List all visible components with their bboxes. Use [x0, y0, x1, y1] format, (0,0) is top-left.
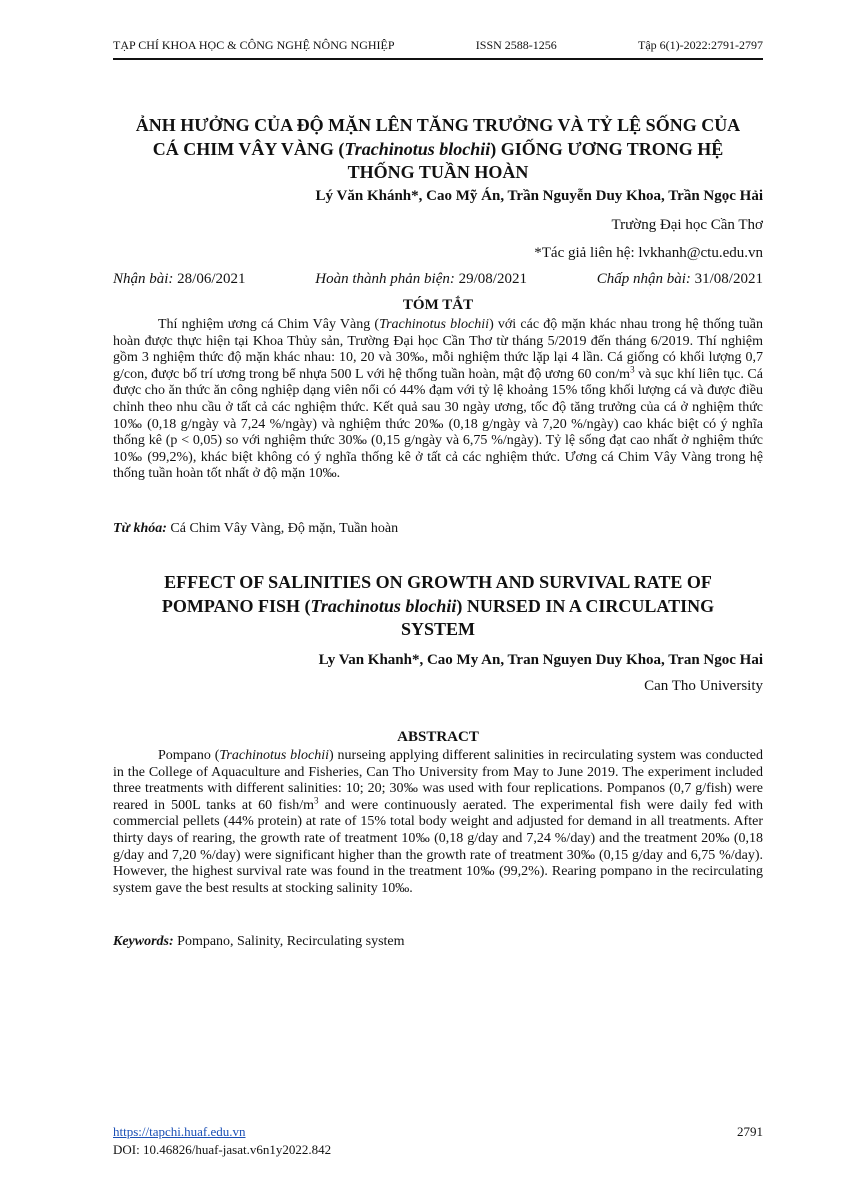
en-abstract-heading: ABSTRACT: [397, 729, 479, 745]
text: and were continuously aerated. The experimental fish were daily fed with commercial pellets (44% protein) at rate of 15% total body weight and adjusted for demand in all treatments. After thirty days of rearing, the growth rate of treatment 10‰ (0,18 g/day and 7,24 %/day) and the treatment 20‰ (0,18 g/day and 7,20 %/day) were significant higher than the growth rate of treatment 30‰ (0,15 g/day and 6,75 %/day). However, the highest survival rate was found in the treatment 10‰ (99,2%). Rearing pompano in the recirculating system gave the best results at stocking salinity 10‰.: [113, 797, 764, 896]
text: Thí nghiệm ương cá Chim Vây Vàng (: [158, 317, 380, 332]
value: 29/08/2021: [458, 271, 527, 287]
text: ) GIỐNG ƯƠNG TRONG HỆ: [490, 138, 724, 159]
running-header: [113, 38, 763, 58]
text: POMPANO FISH (: [161, 595, 311, 616]
species-name: Trachinotus blochii: [310, 595, 457, 616]
species-name: Trachinotus blochii: [344, 138, 491, 159]
en-title: [113, 571, 763, 642]
keywords-label: Từ khóa:: [113, 521, 167, 536]
vi-title-line: [113, 138, 763, 162]
keywords-value: Pompano, Salinity, Recirculating system: [173, 934, 405, 949]
vi-title: [113, 114, 763, 185]
vi-abstract-body: [113, 317, 763, 483]
text: CÁ CHIM VÂY VÀNG (: [152, 138, 345, 159]
vi-abstract-heading: TÓM TẮT: [402, 297, 474, 313]
received-date: [113, 271, 246, 288]
article-dates: [113, 271, 763, 288]
species-name: Trachinotus blochii: [379, 317, 490, 332]
text: ) với các độ mặn khác nhau trong hệ thống tuần hoàn được thực hiện tại Khoa Thủy sản, Trường Đại học Cần Thơ từ tháng 5/2019 đến tháng 6/2019. Thí nghiệm gồm 3 nghiệm thức độ mặn khác nhau: 10, 20 và 30‰, mỗi nghiệm thức lặp lại 4 lần. Cá giống có khối lượng 0,7 g/con, được bố trí ương trong bể nhựa 500 L với hệ thống tuần hoàn, mật độ ương 60 con/m: [113, 317, 764, 382]
en-title-line: SYSTEM: [400, 619, 476, 639]
vi-authors: Lý Văn Khánh*, Cao Mỹ Án, Trần Nguyễn Duy Khoa, Trần Ngọc Hải: [315, 188, 763, 204]
text: ) NURSED IN A CIRCULATING: [456, 595, 715, 616]
page-number: 2791: [737, 1124, 763, 1139]
text: ) nurseing applying different salinities in recirculating system was conducted in the College of Aquaculture and Fisheries, Can Tho University from May to June 2019. The experiment included three treatments with different salinities: 10; 20; 30‰ was used with four replications. Pompanos (0,7 g/fish) were reared in 500L tanks at 60 fish/m: [113, 748, 764, 813]
vi-affiliation: Trường Đại học Cần Thơ: [611, 217, 763, 233]
superscript: 3: [630, 364, 635, 375]
label: Hoàn thành phản biện:: [315, 271, 455, 287]
keywords-value: Cá Chim Vây Vàng, Độ mặn, Tuần hoàn: [166, 521, 399, 536]
superscript: 3: [314, 795, 319, 806]
label: Chấp nhận bài:: [596, 271, 691, 287]
issn: ISSN 2588-1256: [475, 38, 557, 52]
en-affiliation: Can Tho University: [644, 678, 763, 694]
contact-email: *Tác giả liên hệ: lvkhanh@ctu.edu.vn: [534, 245, 763, 261]
journal-url-link[interactable]: https://tapchi.huaf.edu.vn: [113, 1124, 246, 1139]
en-title-line: EFFECT OF SALINITIES ON GROWTH AND SURVIVAL RATE OF: [164, 572, 712, 592]
text: Pompano (: [158, 748, 220, 763]
label: Nhận bài:: [113, 271, 174, 287]
en-keywords: [113, 934, 763, 950]
reviewed-date: [315, 271, 527, 288]
header-rule: [113, 58, 763, 60]
journal-name: TẠP CHÍ KHOA HỌC & CÔNG NGHỆ NÔNG NGHIỆP: [113, 38, 395, 52]
en-abstract-body: [113, 748, 763, 897]
accepted-date: [597, 271, 763, 288]
text: và sục khí liên tục. Cá được cho ăn thức ăn công nghiệp dạng viên nổi có 44% đạm với tỷ lệ khoảng 15% tổng khối lượng cá và được điều chỉnh theo nhu cầu ở tất cả các nghiệm thức. Kết quả sau 30 ngày ương, tốc độ tăng trưởng của cá ở nghiệm thức 10‰ (0,18 g/ngày và 7,24 %/ngày) và nghiệm thức 20‰ (0,18 g/ngày và 7,20 %/ngày) cao khác biệt có ý nghĩa thống kê (p < 0,05) so với nghiệm thức 30‰ (0,15 g/ngày và 6,75 %/ngày). Tỷ lệ sống đạt cao nhất ở nghiệm thức 10‰ (99,2%), khác biệt không có ý nghĩa thống kê ở tất cả các nghiệm thức. Ương cá Chim Vây Vàng trong hệ thống tuần hoàn tốt nhất ở độ mặn 10‰.: [113, 366, 763, 482]
species-name: Trachinotus blochii: [219, 748, 330, 763]
value: 31/08/2021: [694, 271, 763, 287]
value: 28/06/2021: [177, 271, 246, 287]
en-authors: Ly Van Khanh*, Cao My An, Tran Nguyen Duy Khoa, Tran Ngoc Hai: [318, 652, 763, 668]
vi-keywords: [113, 521, 763, 537]
vi-title-line: ẢNH HƯỞNG CỦA ĐỘ MẶN LÊN TĂNG TRƯỞNG VÀ TỶ LỆ SỐNG CỦA: [135, 115, 741, 135]
en-title-line: [113, 595, 763, 619]
volume-info: Tập 6(1)-2022:2791-2797: [638, 38, 763, 52]
doi: DOI: 10.46826/huaf-jasat.v6n1y2022.842: [113, 1142, 332, 1157]
keywords-label: Keywords:: [113, 934, 174, 949]
footer: [113, 1124, 763, 1140]
vi-title-line: THỐNG TUẦN HOÀN: [347, 162, 529, 182]
